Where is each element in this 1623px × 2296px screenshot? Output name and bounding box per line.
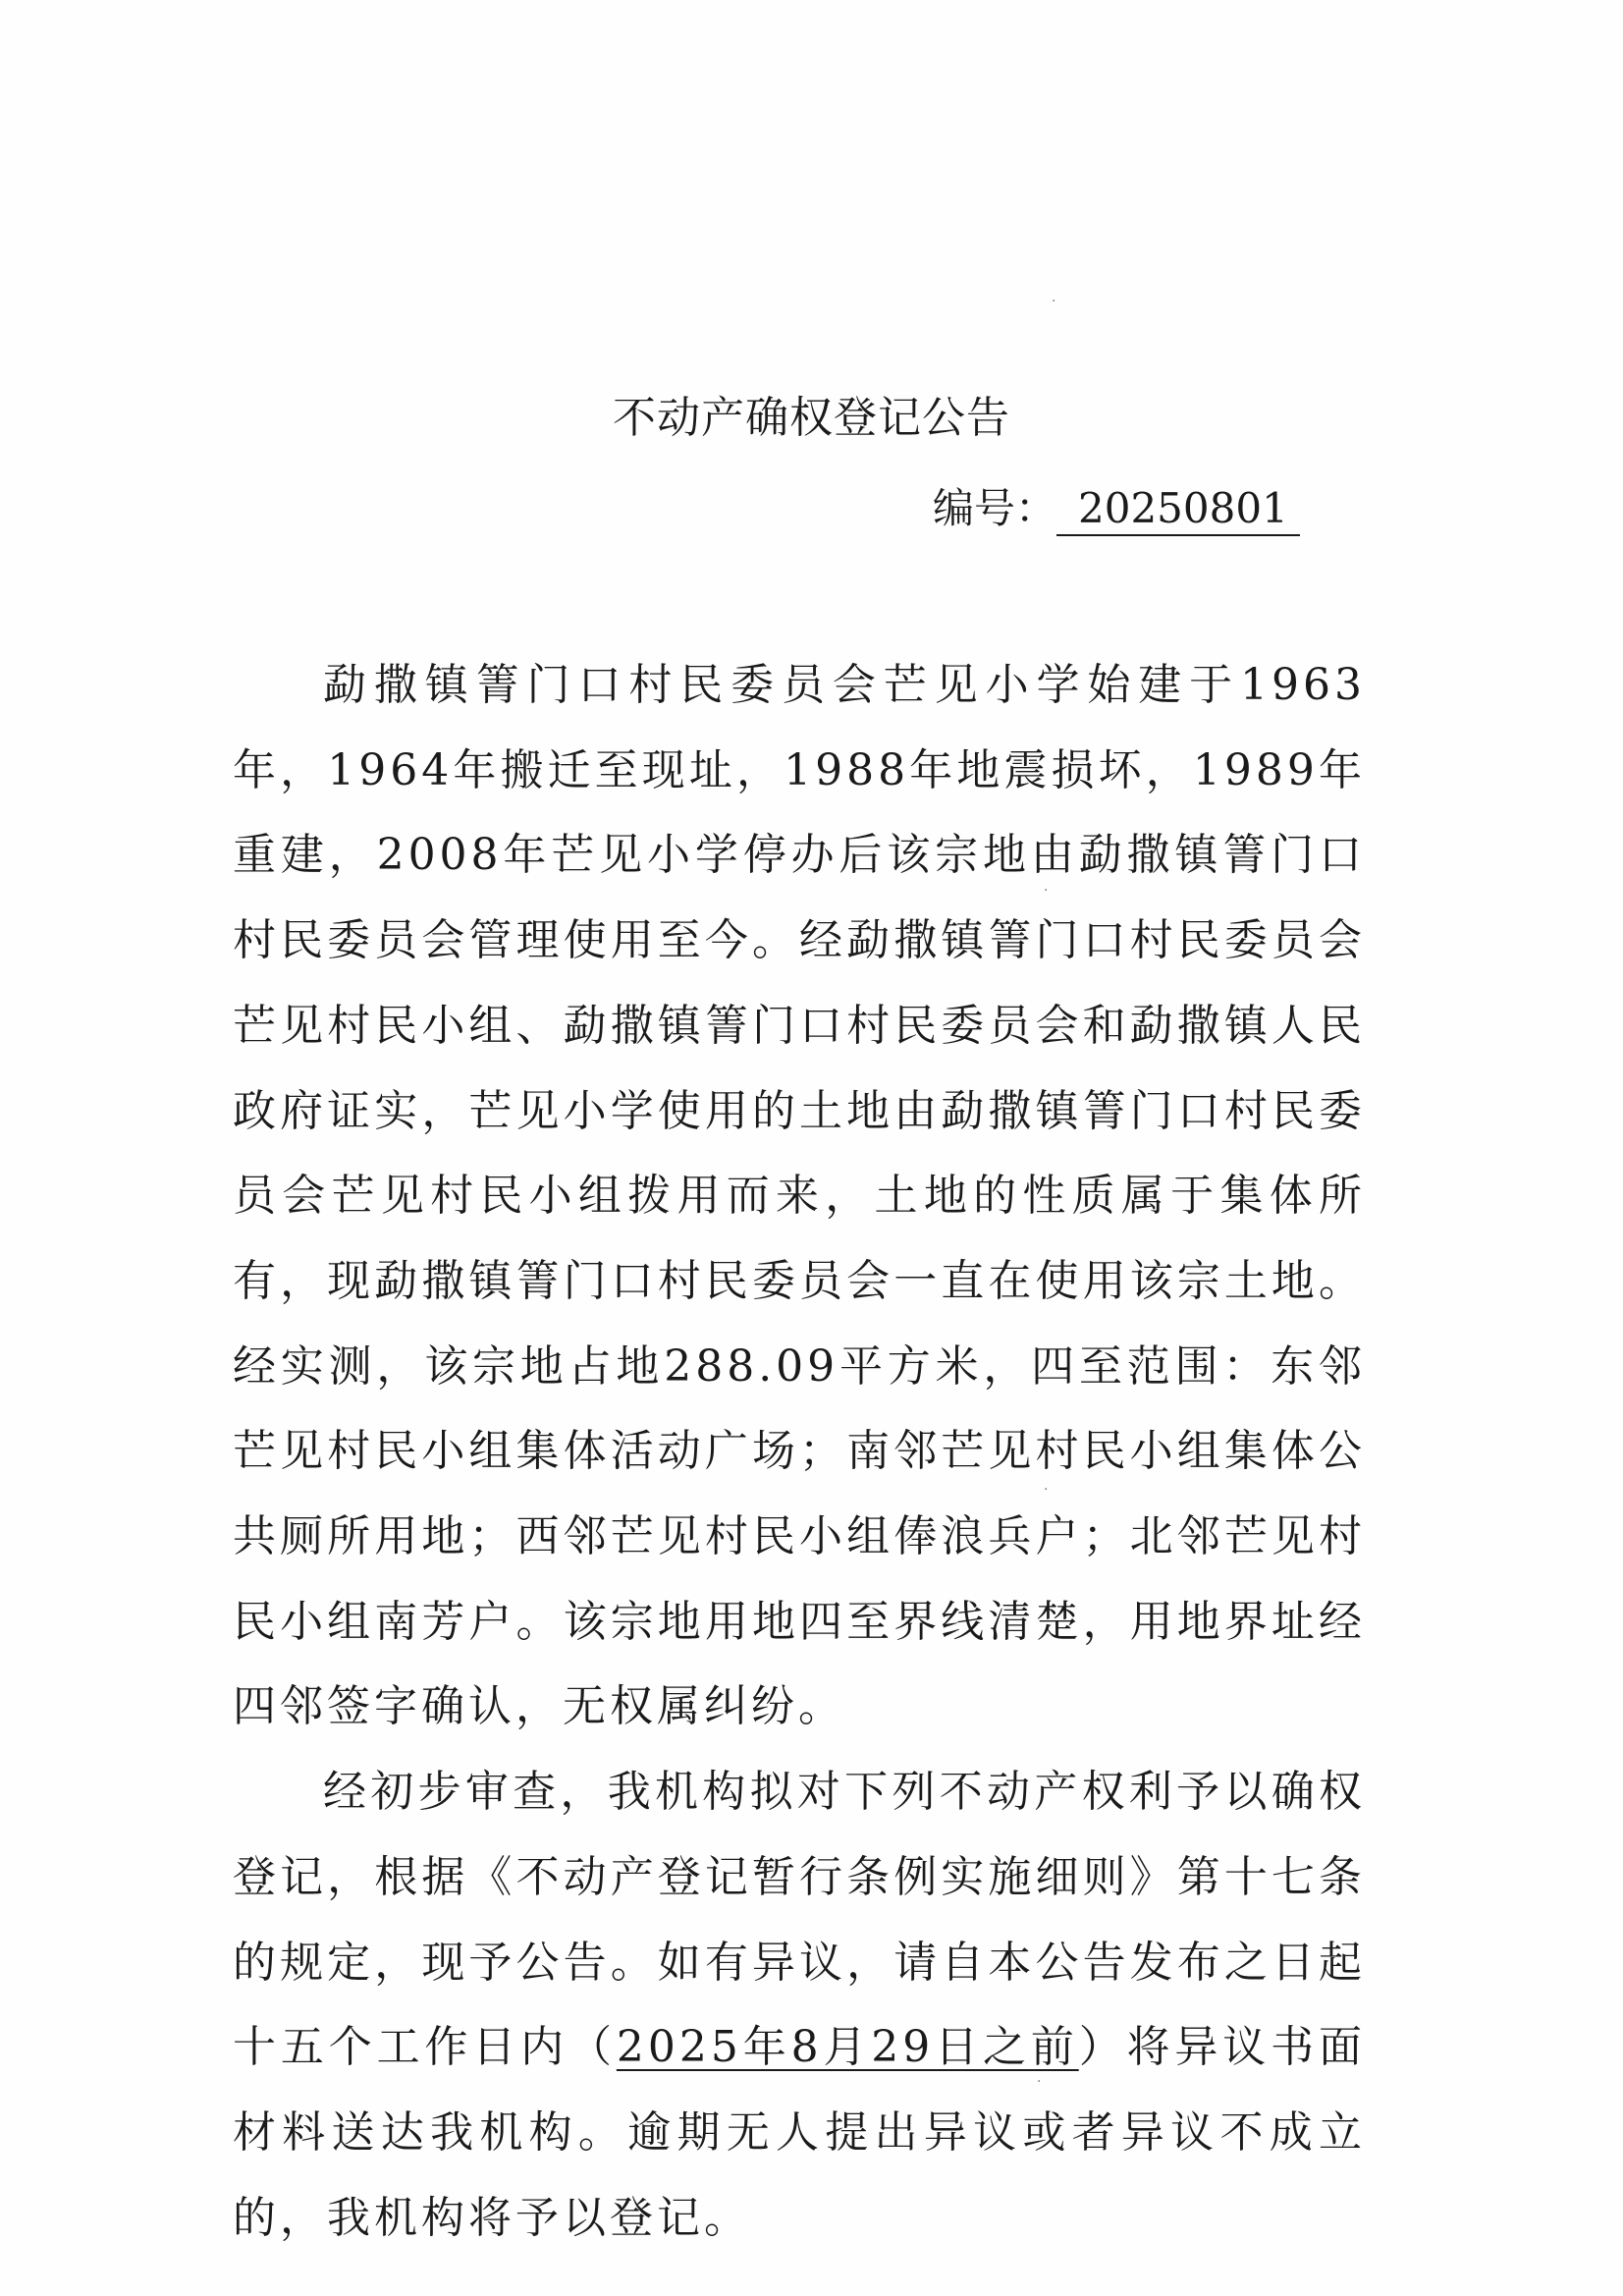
paragraph-1: 勐撒镇箐门口村民委员会芒见小学始建于1963年，1964年搬迁至现址，1988年地震损坏，1989年重建，2008年芒见小学停办后该宗地由勐撒镇箐门口村民委员会管理使用至今。经勐撒镇箐门口村民委员会芒见村民小组、勐撒镇箐门口村民委员会和勐撒镇人民政府证实，芒见小学使用的土地由勐撒镇箐门口村民委员会芒见村民小组拨用而来，土地的性质属于集体所有，现勐撒镇箐门口村民委员会一直在使用该宗土地。经实测，该宗地占地288.09平方米，四至范围：东邻芒见村民小组集体活动广场；南邻芒见村民小组集体公共厕所用地；西邻芒见村民小组俸浪兵户；北邻芒见村民小组南芳户。该宗地用地四至界线清楚，用地界址经四邻签字确认，无权属纠纷。 — [233, 660, 1366, 1732]
document-title: 不动产确权登记公告 — [613, 393, 1010, 443]
objection-deadline: 2025年8月29日之前 — [616, 2022, 1079, 2073]
scan-speck: · — [1044, 883, 1049, 899]
number-value: 20250801 — [1056, 483, 1300, 536]
paragraph-2-text-end: ）将异议书面材料送达我机构。逾期无人提出异议或者异议不成立的，我机构将予以登记。 — [233, 2022, 1366, 2243]
number-label: 编号： — [933, 484, 1057, 532]
scan-speck: · — [1037, 2074, 1042, 2090]
scan-speck: · — [1044, 1482, 1049, 1498]
document-body — [233, 643, 1366, 2261]
paragraph-2-text: 经初步审查，我机构拟对下列不动产权利予以确权登记，根据《不动产登记暂行条例实施细则》第十七条的规定，现予公告。如有异议，请自本公告发布之日起十五个工作日内（ — [233, 1767, 1366, 2073]
document-number — [933, 479, 1300, 538]
paragraph-2 — [233, 1750, 1366, 2261]
scan-speck: · — [1052, 294, 1056, 309]
